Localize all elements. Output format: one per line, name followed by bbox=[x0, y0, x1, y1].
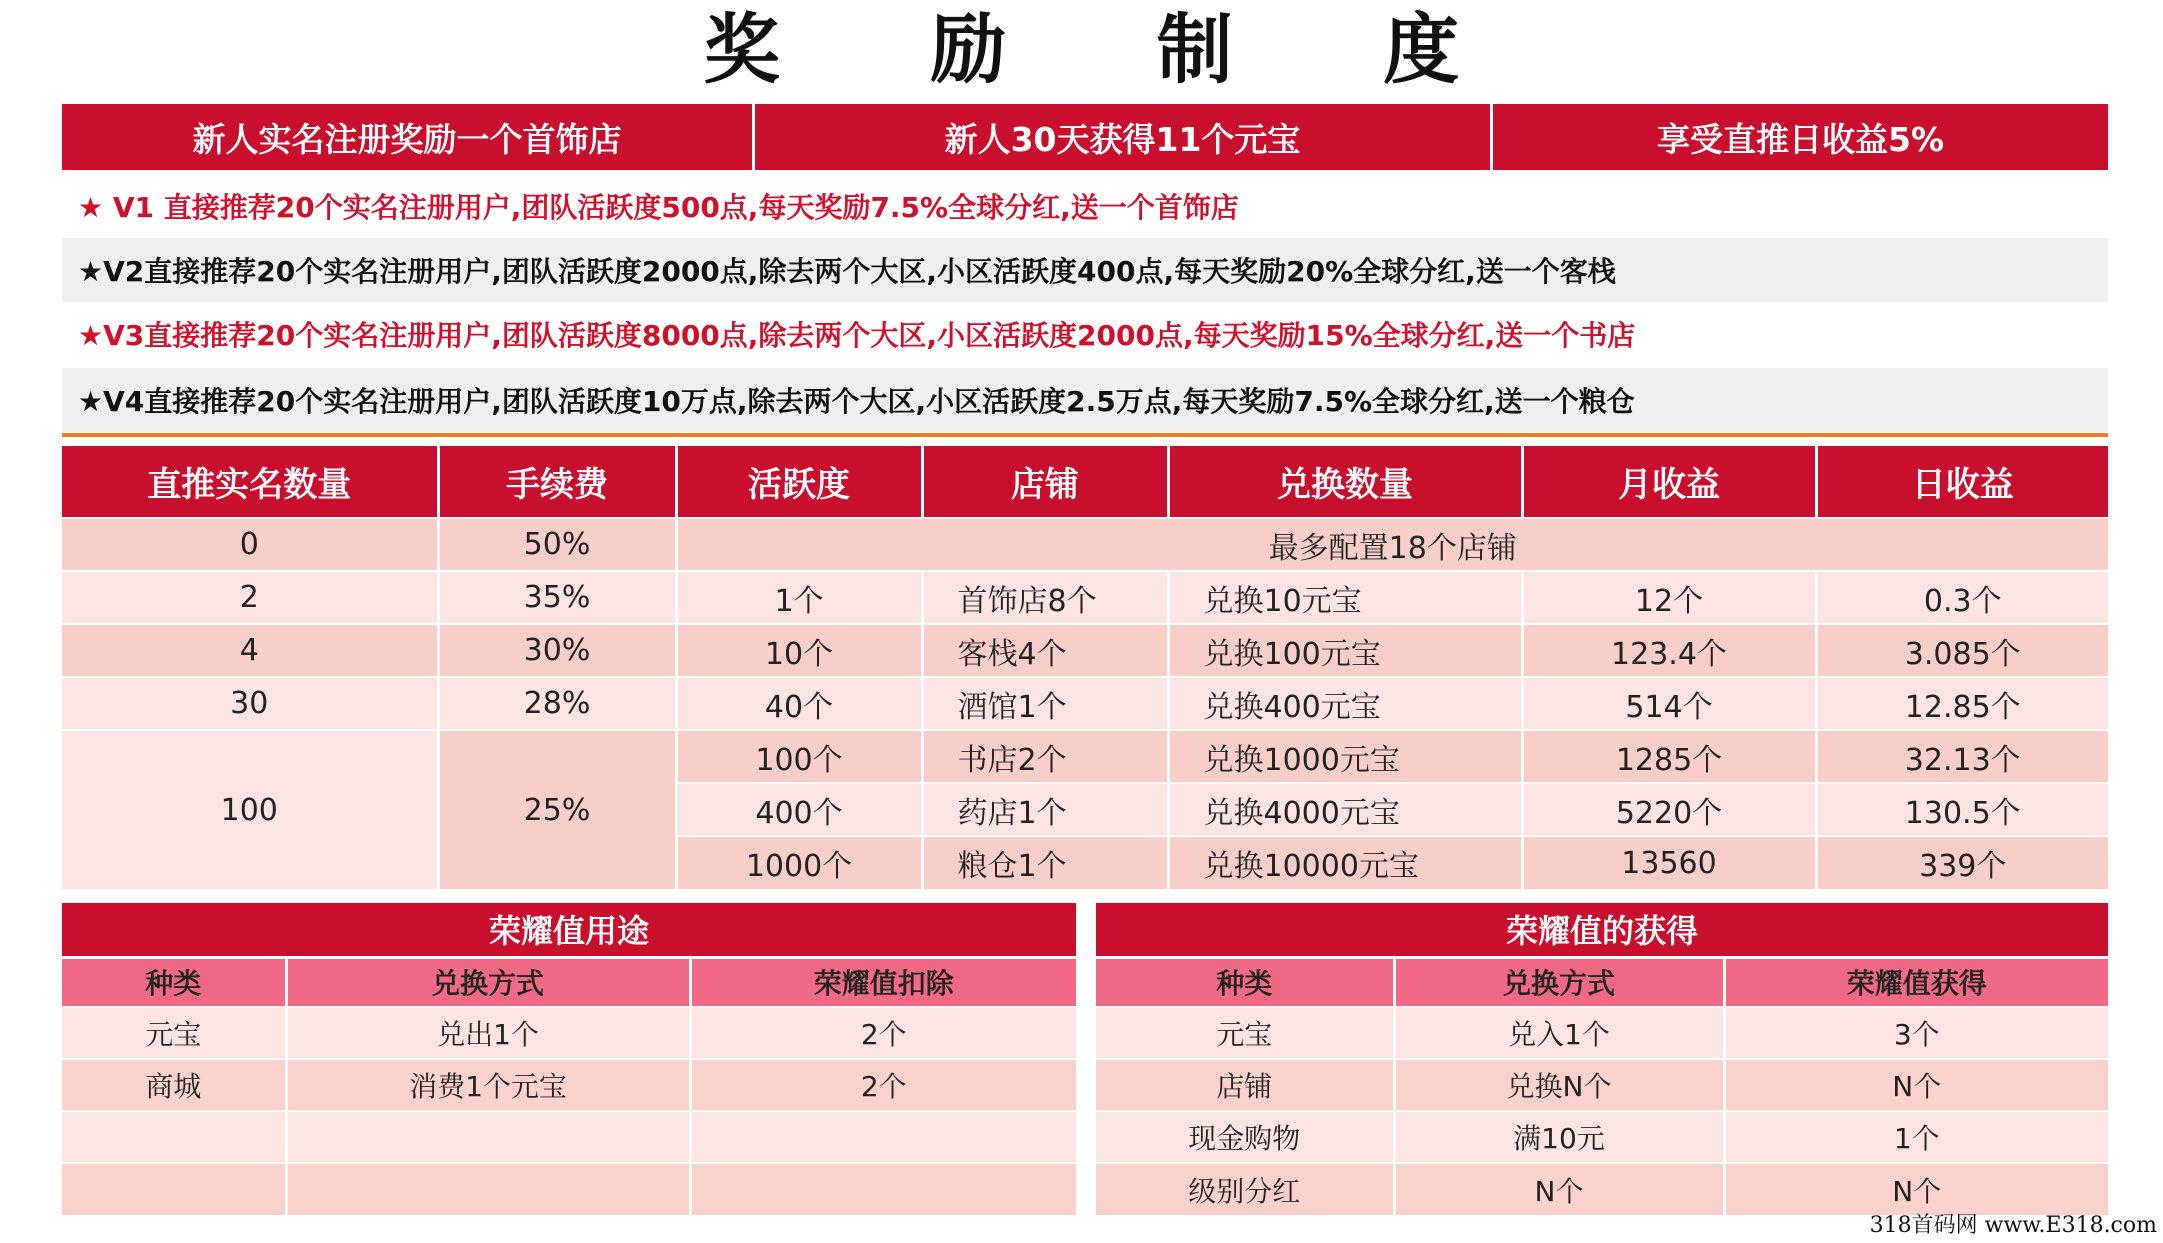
col-type: 种类 bbox=[1096, 957, 1394, 1007]
table-row bbox=[62, 518, 2108, 571]
honor-usage-title: 荣耀值用途 bbox=[62, 903, 1076, 957]
new-user-banner bbox=[62, 104, 2108, 170]
cell-shop: 书店2个 bbox=[922, 730, 1168, 783]
cell-fee: 30% bbox=[438, 624, 676, 677]
cell-count: 30 bbox=[62, 677, 438, 730]
cell-type: 店铺 bbox=[1096, 1059, 1394, 1111]
table-row bbox=[62, 730, 2108, 783]
cell-value bbox=[690, 1163, 1076, 1215]
cell-method bbox=[286, 1163, 690, 1215]
cell-value: 2个 bbox=[690, 1007, 1076, 1059]
cell-shop: 首饰店8个 bbox=[922, 571, 1168, 624]
cell-method: 兑换N个 bbox=[1394, 1059, 1724, 1111]
cell-type: 级别分红 bbox=[1096, 1163, 1394, 1215]
cell-daily: 32.13个 bbox=[1816, 730, 2108, 783]
cell-method: 兑出1个 bbox=[286, 1007, 690, 1059]
cell-daily: 0.3个 bbox=[1816, 571, 2108, 624]
cell-exchange: 兑换10000元宝 bbox=[1168, 836, 1522, 889]
col-deduction: 荣耀值扣除 bbox=[690, 957, 1076, 1007]
level-v3: ★V3直接推荐20个实名注册用户,团队活跃度8000点,除去两个大区,小区活跃度2000点,每天奖励15%全球分红,送一个书店 bbox=[62, 302, 2108, 366]
cell-exchange: 兑换400元宝 bbox=[1168, 677, 1522, 730]
cell-exchange: 兑换10元宝 bbox=[1168, 571, 1522, 624]
cell-daily: 130.5个 bbox=[1816, 783, 2108, 836]
cell-monthly: 123.4个 bbox=[1522, 624, 1816, 677]
cell-shop: 酒馆1个 bbox=[922, 677, 1168, 730]
level-v4: ★V4直接推荐20个实名注册用户,团队活跃度10万点,除去两个大区,小区活跃度2.5万点,每天奖励7.5%全球分红,送一个粮仓 bbox=[62, 368, 2108, 432]
cell-value: 1个 bbox=[1724, 1111, 2108, 1163]
income-table-header bbox=[62, 446, 2108, 518]
cell-type: 元宝 bbox=[62, 1007, 286, 1059]
cell-type: 商城 bbox=[62, 1059, 286, 1111]
cell-fee: 28% bbox=[438, 677, 676, 730]
site-watermark: 318首码网 www.E318.com bbox=[1869, 1213, 2157, 1238]
col-type: 种类 bbox=[62, 957, 286, 1007]
cell-activity: 100个 bbox=[676, 730, 922, 783]
cell-activity: 40个 bbox=[676, 677, 922, 730]
table-row bbox=[62, 624, 2108, 677]
cell-value: 3个 bbox=[1724, 1007, 2108, 1059]
honor-gain-title: 荣耀值的获得 bbox=[1096, 903, 2108, 957]
section-divider bbox=[62, 433, 2108, 437]
table-row bbox=[62, 677, 2108, 730]
cell-monthly: 13560 bbox=[1522, 836, 1816, 889]
income-table bbox=[62, 446, 2108, 889]
cell-activity: 1000个 bbox=[676, 836, 922, 889]
cell-exchange: 兑换1000元宝 bbox=[1168, 730, 1522, 783]
cell-method: 消费1个元宝 bbox=[286, 1059, 690, 1111]
cell-count: 100 bbox=[62, 730, 438, 889]
cell-exchange: 兑换4000元宝 bbox=[1168, 783, 1522, 836]
cell-exchange: 兑换100元宝 bbox=[1168, 624, 1522, 677]
cell-count: 4 bbox=[62, 624, 438, 677]
banner-item-registration: 新人实名注册奖励一个首饰店 bbox=[62, 104, 752, 170]
table-row bbox=[1096, 1007, 2108, 1059]
cell-monthly: 514个 bbox=[1522, 677, 1816, 730]
cell-value: 2个 bbox=[690, 1059, 1076, 1111]
cell-note: 最多配置18个店铺 bbox=[676, 518, 2108, 571]
cell-type: 元宝 bbox=[1096, 1007, 1394, 1059]
cell-value: N个 bbox=[1724, 1059, 2108, 1111]
table-row bbox=[62, 1007, 1076, 1059]
col-fee: 手续费 bbox=[438, 446, 676, 518]
cell-shop: 粮仓1个 bbox=[922, 836, 1168, 889]
col-gain: 荣耀值获得 bbox=[1724, 957, 2108, 1007]
col-activity: 活跃度 bbox=[676, 446, 922, 518]
cell-activity: 400个 bbox=[676, 783, 922, 836]
cell-activity: 10个 bbox=[676, 624, 922, 677]
banner-item-direct-income: 享受直推日收益5% bbox=[1490, 104, 2108, 170]
col-direct-count: 直推实名数量 bbox=[62, 446, 438, 518]
cell-type bbox=[62, 1163, 286, 1215]
cell-monthly: 12个 bbox=[1522, 571, 1816, 624]
cell-shop: 客栈4个 bbox=[922, 624, 1168, 677]
cell-shop: 药店1个 bbox=[922, 783, 1168, 836]
col-monthly: 月收益 bbox=[1522, 446, 1816, 518]
cell-value bbox=[690, 1111, 1076, 1163]
honor-gain-table bbox=[1096, 903, 2108, 1215]
cell-daily: 3.085个 bbox=[1816, 624, 2108, 677]
cell-method: 兑入1个 bbox=[1394, 1007, 1724, 1059]
cell-count: 2 bbox=[62, 571, 438, 624]
table-row bbox=[62, 1059, 1076, 1111]
cell-count: 0 bbox=[62, 518, 438, 571]
cell-daily: 12.85个 bbox=[1816, 677, 2108, 730]
col-daily: 日收益 bbox=[1816, 446, 2108, 518]
col-shop: 店铺 bbox=[922, 446, 1168, 518]
cell-daily: 339个 bbox=[1816, 836, 2108, 889]
cell-type: 现金购物 bbox=[1096, 1111, 1394, 1163]
table-row bbox=[1096, 1059, 2108, 1111]
table-row bbox=[62, 1111, 1076, 1163]
col-exchange: 兑换数量 bbox=[1168, 446, 1522, 518]
cell-type bbox=[62, 1111, 286, 1163]
cell-fee: 35% bbox=[438, 571, 676, 624]
cell-value: N个 bbox=[1724, 1163, 2108, 1215]
cell-fee: 25% bbox=[438, 730, 676, 889]
honor-usage-table bbox=[62, 903, 1076, 1215]
banner-item-30days: 新人30天获得11个元宝 bbox=[752, 104, 1490, 170]
col-method: 兑换方式 bbox=[286, 957, 690, 1007]
level-v2: ★V2直接推荐20个实名注册用户,团队活跃度2000点,除去两个大区,小区活跃度400点,每天奖励20%全球分红,送一个客栈 bbox=[62, 238, 2108, 302]
cell-method: N个 bbox=[1394, 1163, 1724, 1215]
cell-monthly: 1285个 bbox=[1522, 730, 1816, 783]
cell-method bbox=[286, 1111, 690, 1163]
cell-monthly: 5220个 bbox=[1522, 783, 1816, 836]
cell-activity: 1个 bbox=[676, 571, 922, 624]
table-row bbox=[1096, 1111, 2108, 1163]
table-row bbox=[62, 571, 2108, 624]
page-title: 奖 励 制 度 bbox=[703, 5, 1522, 94]
level-v1: ★ V1 直接推荐20个实名注册用户,团队活跃度500点,每天奖励7.5%全球分红,送一个首饰店 bbox=[62, 174, 2108, 238]
col-method: 兑换方式 bbox=[1394, 957, 1724, 1007]
table-row bbox=[62, 1163, 1076, 1215]
cell-fee: 50% bbox=[438, 518, 676, 571]
cell-method: 满10元 bbox=[1394, 1111, 1724, 1163]
